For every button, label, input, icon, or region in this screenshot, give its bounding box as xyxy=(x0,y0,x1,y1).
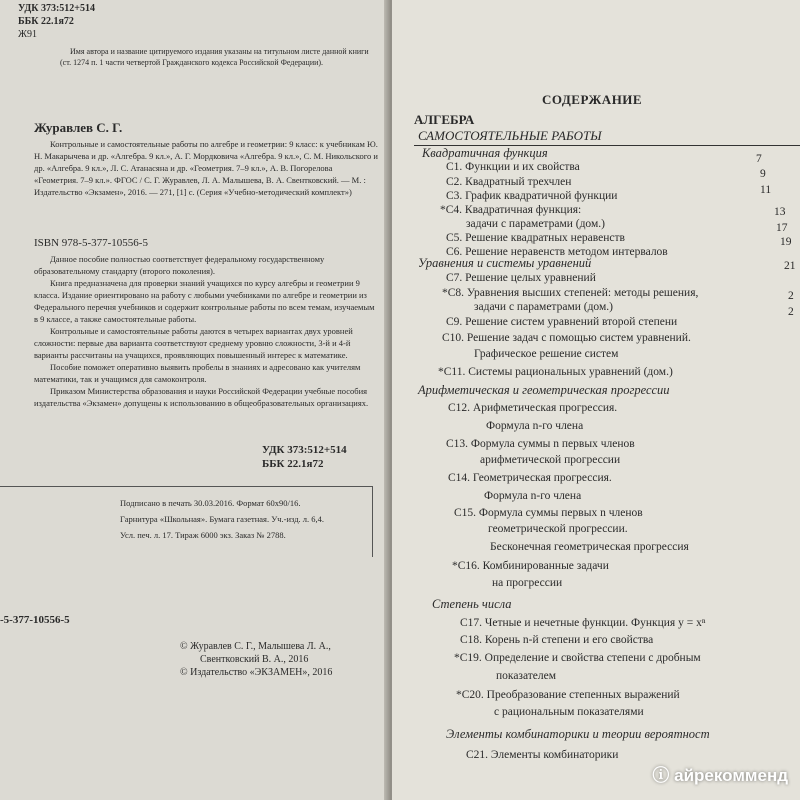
toc-entry: *С20. Преобразование степенных выражений xyxy=(456,689,680,701)
toc-entry: С13. Формула суммы n первых членов xyxy=(446,438,635,450)
toc-entry: с рациональным показателями xyxy=(494,706,644,718)
watermark: ⓘ айрекомменд xyxy=(652,766,788,785)
toc-entry: С12. Арифметическая прогрессия. xyxy=(448,402,618,414)
toc-page-number: 19 xyxy=(780,236,792,248)
book-code: Ж91 xyxy=(18,29,37,40)
toc-page-number: 7 xyxy=(756,153,762,165)
description-paragraph: Книга предназначена для проверки знаний учащихся по курсу алгебры и геометрии 9 класса. Издание ориентировано на работу с любыми учебниками по алгебре и геометрии из Федерального перечня учебников и содержит контрольные работы по всем темам, изучаемым в 9 классе, а также самостоятельные работы. xyxy=(34,278,375,324)
toc-entry: задачи с параметрами (дом.) xyxy=(466,218,605,230)
toc-entry: *С19. Определение и свойства степени с дробным xyxy=(454,652,701,664)
description-paragraph: Данное пособие полностью соответствует федеральному государственному образовательному стандарту (второго поколения). xyxy=(34,254,325,276)
print-info-line: Усл. печ. л. 17. Тираж 6000 экз. Заказ № 2788. xyxy=(120,530,286,540)
toc-entry: С15. Формула суммы первых n членов xyxy=(454,507,643,519)
toc-section: Квадратичная функция xyxy=(422,146,548,160)
toc-entry: С21. Элементы комбинаторики xyxy=(466,749,619,761)
toc-entry: С17. Четные и нечетные функции. Функция y = xⁿ xyxy=(460,617,706,629)
toc-section: Степень числа xyxy=(432,597,512,611)
print-info-line: Гарнитура «Школьная». Бумага газетная. Уч.-изд. л. 6,4. xyxy=(120,514,325,524)
toc-entry: показателем xyxy=(496,670,557,682)
left-page xyxy=(0,0,388,800)
toc-part: АЛГЕБРА xyxy=(414,112,475,127)
annotation-text: Контрольные и самостоятельные работы по алгебре и геометрии: 9 класс: к учебникам Ю. Н. Макарычева и др. «Алгебра. 9 кл.», А. Г. Мордковича «Алгебра. 9 кл.», С. М. Никольского и др. «Алгебра. 9 кл.», Л. С. Атанасяна и др. «Геометрия. 7–9 кл.», А. В. Погорелова «Геометрия. 7–9 кл.». ФГОС / С. Г. Журавлев, Л. А. Малышева, В. А. Свентковский. — М. : Издательство «Экзамен», 2016. — 271, [1] с. (Серия «Учебно-методический комплект») xyxy=(34,139,378,197)
toc-page-number: 2 xyxy=(788,290,794,302)
toc-page-number: 2 xyxy=(788,306,794,318)
toc-entry: *С11. Системы рациональных уравнений (дом.) xyxy=(438,366,673,378)
toc-entry: *С8. Уравнения высших степеней: методы решения, xyxy=(442,287,699,299)
credit-line: © Журавлев С. Г., Малышева Л. А., xyxy=(180,641,331,652)
toc-entry: С2. Квадратный трехчлен xyxy=(446,176,572,188)
toc-entry: Формула n-го члена xyxy=(484,490,582,502)
toc-page-number: 13 xyxy=(774,206,786,218)
toc-entry: на прогрессии xyxy=(492,577,563,589)
toc-entry: задачи с параметрами (дом.) xyxy=(474,301,613,313)
print-info-box xyxy=(0,486,373,557)
description xyxy=(34,253,378,409)
print-info-line: Подписано в печать 30.03.2016. Формат 60х90/16. xyxy=(120,498,301,508)
toc-entry: геометрической прогрессии. xyxy=(488,523,628,535)
toc-entry: С6. Решение неравенств методом интервалов xyxy=(446,246,668,258)
toc-page-number: 17 xyxy=(776,222,788,234)
toc-section: Элементы комбинаторики и теории вероятност xyxy=(446,727,710,741)
credit-line: Свентковский В. А., 2016 xyxy=(200,654,309,665)
bbk-top: ББК 22.1я72 xyxy=(18,16,74,27)
toc-title: СОДЕРЖАНИЕ xyxy=(542,92,643,107)
bbk-bottom: ББК 22.1я72 xyxy=(262,458,324,470)
toc-page-number: 21 xyxy=(784,260,796,272)
copyright-notice: Имя автора и название цитируемого издания указаны на титульном листе данной книги (ст. 1274 п. 1 части четвертой Гражданского кодекса Российской Федерации). xyxy=(60,47,369,67)
credits xyxy=(180,640,380,679)
toc-section: Уравнения и системы уравнений xyxy=(418,256,592,270)
udk-bottom: УДК 373:512+514 xyxy=(262,444,347,456)
toc-entry: *С4. Квадратичная функция: xyxy=(440,204,582,216)
right-page xyxy=(392,0,800,800)
toc-entry: Бесконечная геометрическая прогрессия xyxy=(490,541,689,553)
toc-entry: С10. Решение задач с помощью систем уравнений. xyxy=(442,332,691,344)
isbn-bottom: -5-377-10556-5 xyxy=(0,614,70,626)
toc-subpart: САМОСТОЯТЕЛЬНЫЕ РАБОТЫ xyxy=(418,128,602,143)
description-paragraph: Приказом Министерства образования и науки Российской Федерации учебные пособия издательства «Экзамен» допущены к использованию в общеобразовательных организациях. xyxy=(34,386,369,408)
toc-entry: С18. Корень n-й степени и его свойства xyxy=(460,634,654,646)
credit-line: © Издательство «ЭКЗАМЕН», 2016 xyxy=(180,667,333,678)
toc-entry: С14. Геометрическая прогрессия. xyxy=(448,472,612,484)
toc-entry: арифметической прогрессии xyxy=(480,454,621,466)
toc-entry: С5. Решение квадратных неравенств xyxy=(446,232,625,244)
toc-entry: Формула n-го члена xyxy=(486,420,584,432)
udk-top: УДК 373:512+514 xyxy=(18,3,95,14)
toc-entry: С9. Решение систем уравнений второй степени xyxy=(446,316,678,328)
toc-entry: С7. Решение целых уравнений xyxy=(446,272,596,284)
toc-page-number: 9 xyxy=(760,168,766,180)
author-line: Журавлев С. Г. xyxy=(34,120,123,135)
toc-entry: С1. Функции и их свойства xyxy=(446,161,580,173)
toc-page-number: 11 xyxy=(760,184,772,196)
description-paragraph: Контрольные и самостоятельные работы даются в четырех вариантах двух уровней сложности: первые два варианта соответствуют среднему уровню сложности, 3-й и 4-й варианты рассчитаны на учащихся, проявляющих повышенный интерес к математике. xyxy=(34,326,353,360)
toc-entry: С3. График квадратичной функции xyxy=(446,190,618,202)
isbn: ISBN 978-5-377-10556-5 xyxy=(34,237,148,249)
toc-entry: *С16. Комбинированные задачи xyxy=(452,560,609,572)
toc-section: Арифметическая и геометрическая прогрессии xyxy=(418,383,670,397)
description-paragraph: Пособие поможет оперативно выявить пробелы в знаниях и адресовано как учителям математики, так и учащимся для самоконтроля. xyxy=(34,362,361,384)
toc-entry: Графическое решение систем xyxy=(474,348,619,360)
